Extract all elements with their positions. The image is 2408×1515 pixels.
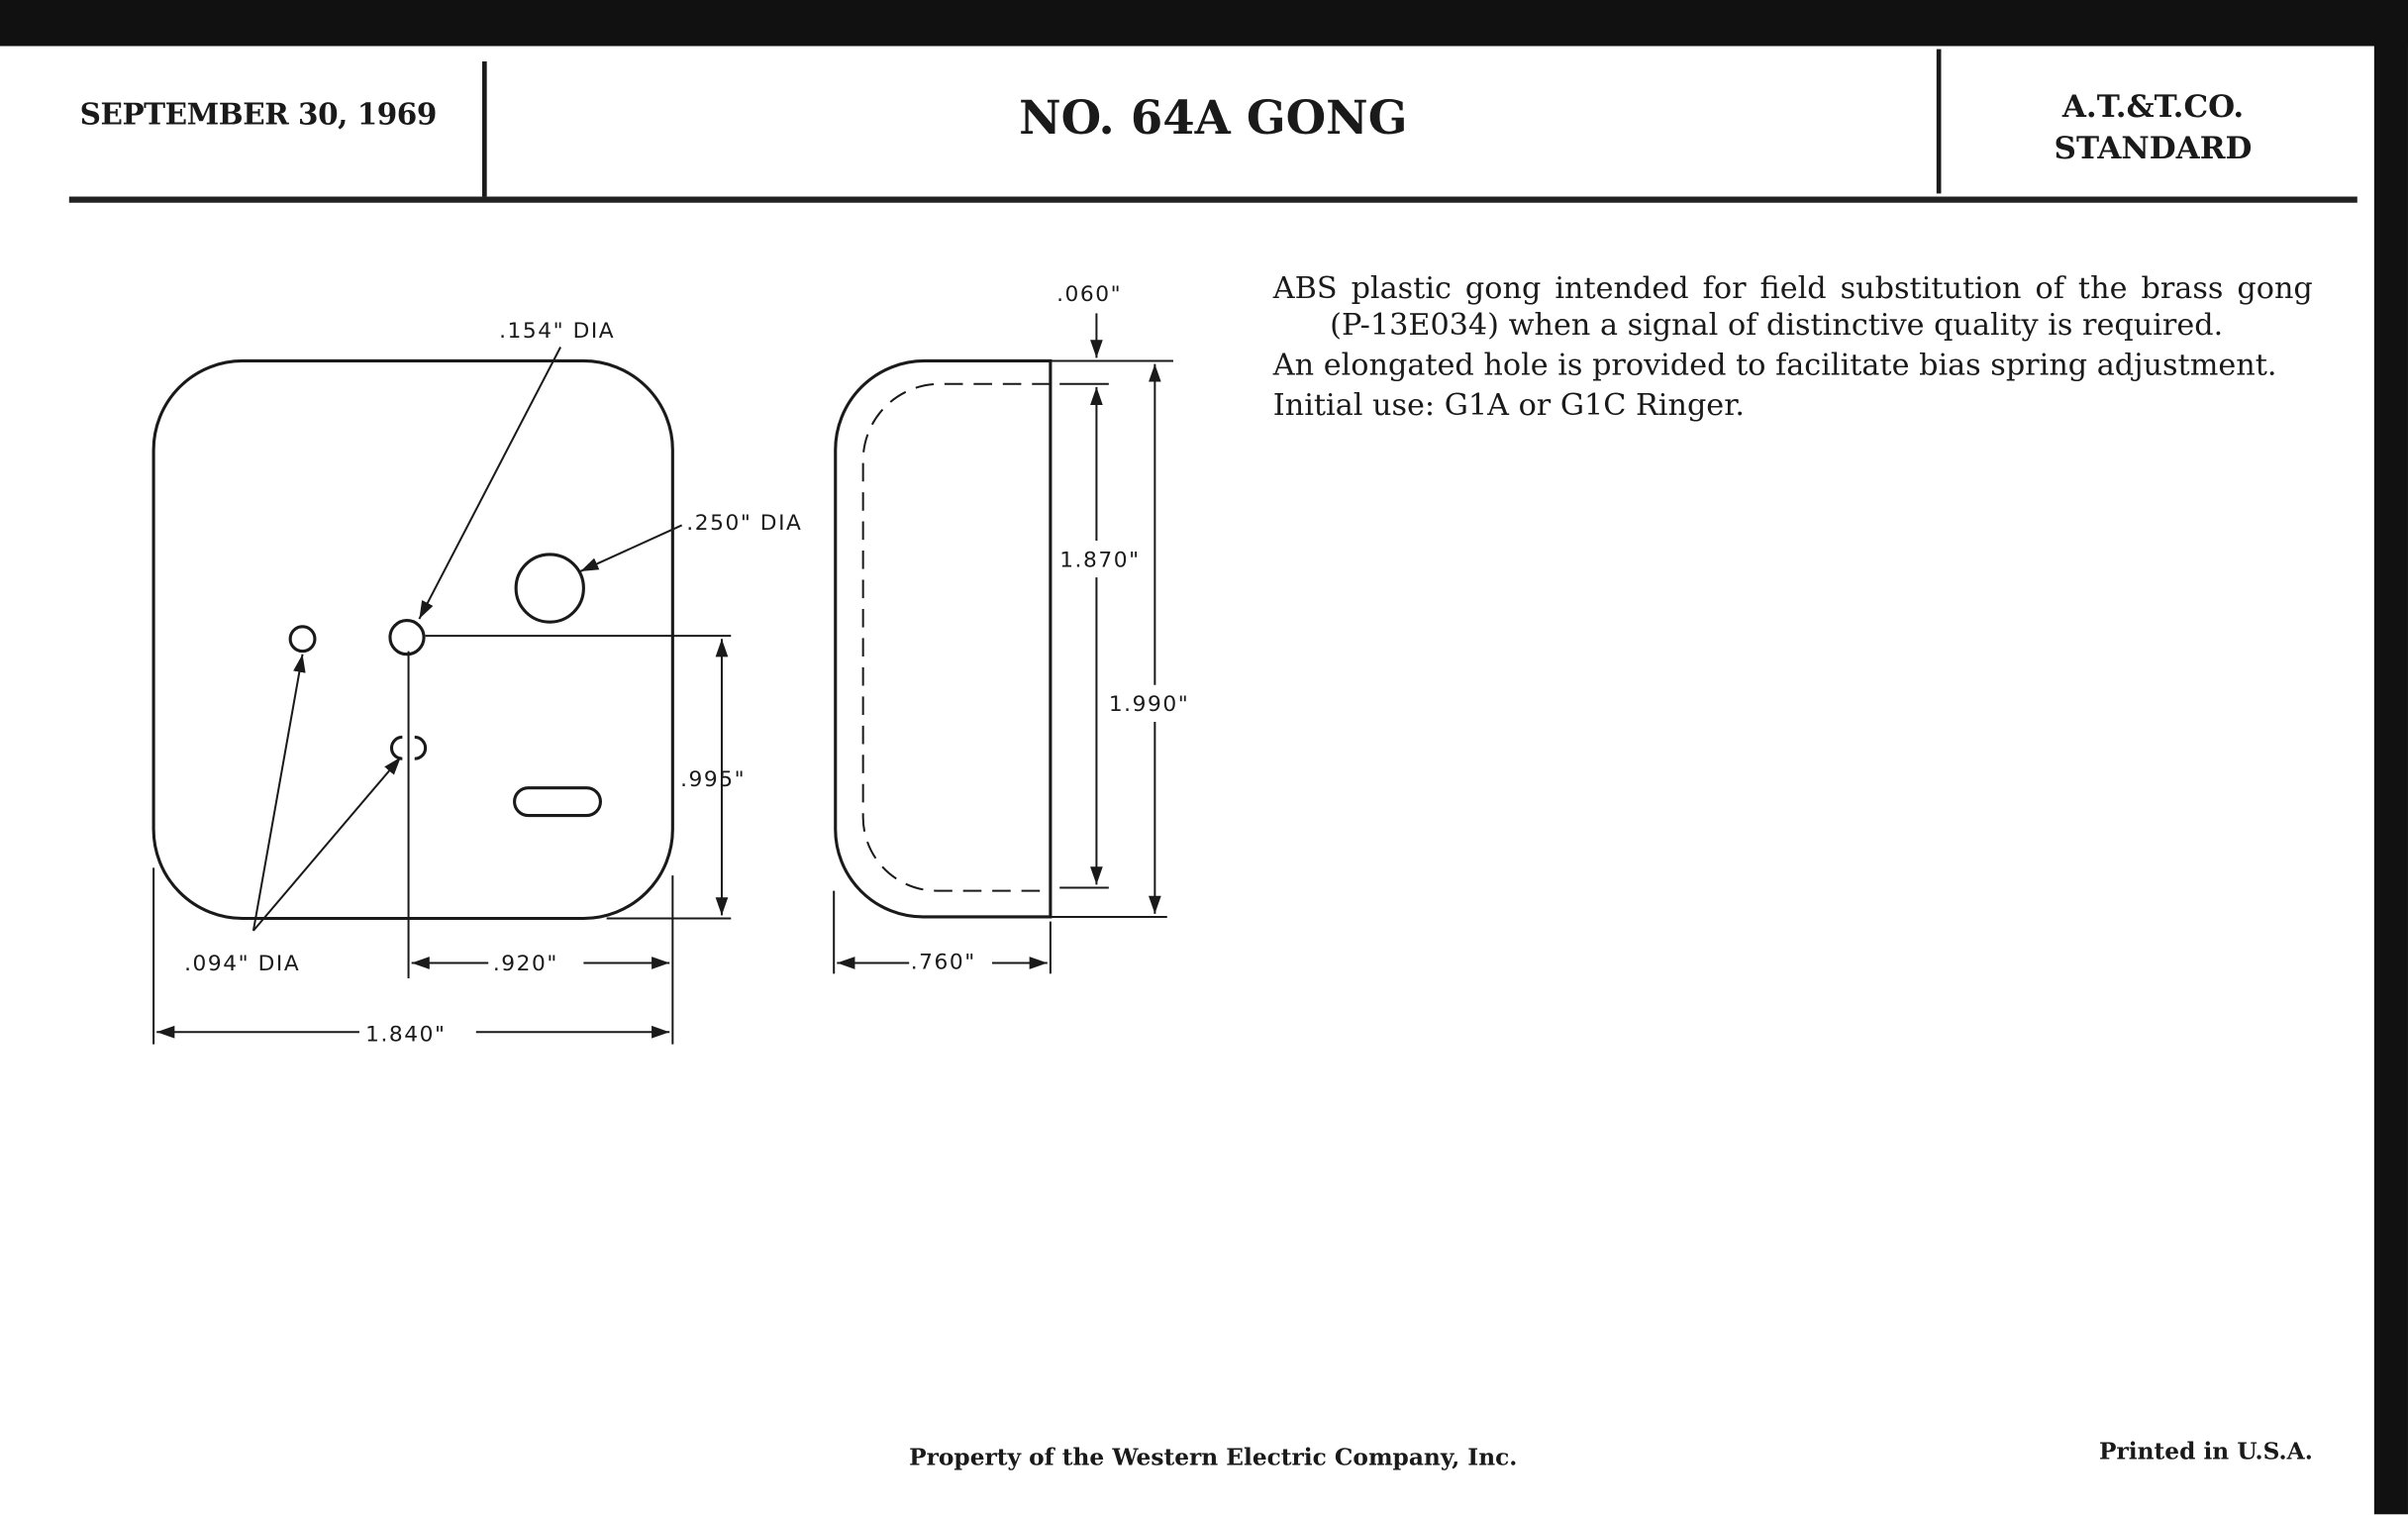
- label-1990: 1.990": [1108, 692, 1190, 718]
- footer-property: Property of the Western Electric Company, Inc.: [909, 1443, 1518, 1471]
- label-920: .920": [492, 952, 558, 977]
- label-094-dia: .094" DIA: [184, 952, 301, 977]
- hole-250: [516, 555, 583, 622]
- label-995: .995": [680, 767, 747, 793]
- gong-profile: [836, 360, 1051, 916]
- page-title: NO. 64A GONG: [1019, 92, 1408, 147]
- description-paragraph: ABS plastic gong intended for field substitution of the brass gong (P-13E034) when a signal of distinctive quality is required.: [1272, 269, 2313, 343]
- footer-printed: Printed in U.S.A.: [2099, 1437, 2313, 1465]
- hole-094-a: [290, 627, 315, 652]
- hole-154: [390, 621, 424, 655]
- inner-profile: [863, 384, 1051, 891]
- description-paragraph: An elongated hole is provided to facilitate bias spring adjustment.: [1272, 347, 2277, 383]
- elongated-slot: [515, 788, 601, 816]
- leader-250: [580, 525, 681, 571]
- front-view: [153, 319, 802, 1047]
- label-154-dia: .154" DIA: [499, 319, 616, 345]
- side-view: [834, 282, 1189, 975]
- leader-094: [253, 758, 401, 931]
- standard-line-2: STANDARD: [2054, 129, 2253, 166]
- standard-line-1: A.T.&T.CO.: [2061, 87, 2245, 125]
- label-250-dia: .250" DIA: [686, 511, 803, 537]
- header-date: SEPTEMBER 30, 1969: [79, 98, 437, 133]
- gong-outline: [153, 360, 672, 918]
- leader-154: [419, 348, 560, 620]
- label-1870: 1.870": [1059, 548, 1141, 573]
- label-060: .060": [1056, 281, 1123, 307]
- leader-094: [253, 655, 303, 931]
- label-1840: 1.840": [365, 1022, 447, 1048]
- description-paragraph: Initial use: G1A or G1C Ringer.: [1272, 386, 1745, 423]
- label-760: .760": [910, 950, 976, 975]
